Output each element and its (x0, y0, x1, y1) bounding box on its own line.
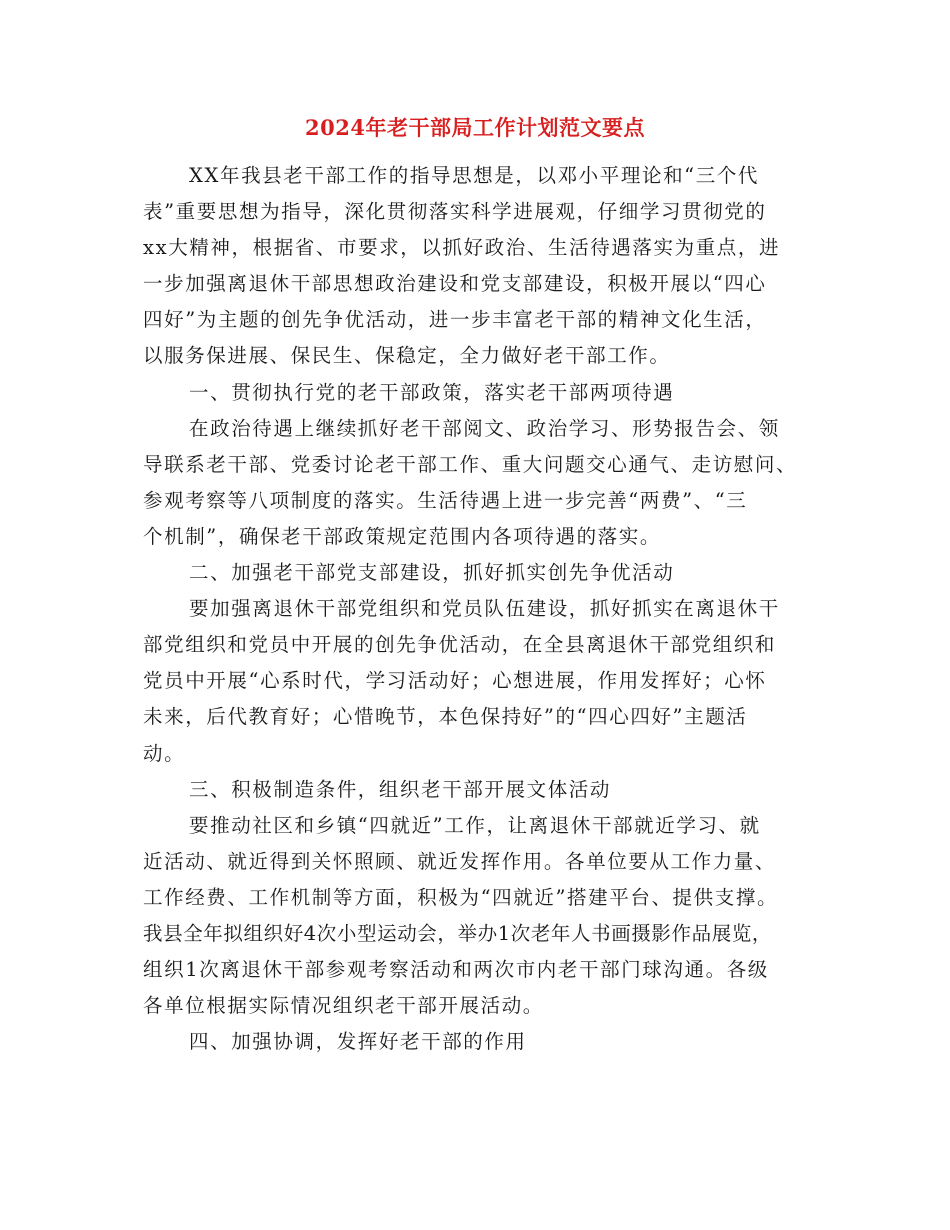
paragraph-line: 个机制”，确保老干部政策规定范围内各项待遇的落实。 (143, 524, 661, 548)
paragraph-line: 要加强离退休干部党组织和党员队伍建设，抓好抓实在离退休干 (189, 597, 780, 621)
paragraph-line: 一步加强离退休干部思想政治建设和党支部建设，积极开展以“四心 (143, 272, 767, 296)
paragraph-line: 导联系老干部、党委讨论老干部工作、重大问题交心通气、走访慰问、 (143, 452, 798, 476)
paragraph-line: XX年我县老干部工作的指导思想是，以邓小平理论和“三个代 (189, 164, 760, 187)
paragraph-line: 动。 (143, 741, 186, 765)
paragraph-line: 以服务保进展、保民生、保稳定，全力做好老干部工作。 (143, 344, 671, 368)
paragraph-line: 参观考察等八项制度的落实。生活待遇上进一步完善“两费”、“三 (143, 488, 748, 512)
paragraph-line: 党员中开展“心系时代，学习活动好；心想进展，作用发挥好；心怀 (143, 669, 767, 693)
section-heading-1: 一、贯彻执行党的老干部政策，落实老干部两项待遇 (189, 380, 675, 404)
paragraph-line: 各单位根据实际情况组织老干部开展活动。 (143, 994, 544, 1018)
paragraph-line: 要推动社区和乡镇“四就近”工作，让离退休干部就近学习、就 (189, 813, 761, 837)
section-heading-3: 三、积极制造条件，组织老干部开展文体活动 (189, 777, 612, 801)
paragraph-line: 部党组织和党员中开展的创先争优活动，在全县离退休干部党组织和 (143, 633, 777, 657)
paragraph-line: 四好”为主题的创先争优活动，进一步丰富老干部的精神文化生活， (143, 308, 767, 332)
paragraph-line: 表”重要思想为指导，深化贯彻落实科学进展观，仔细学习贯彻党的 (143, 200, 767, 224)
section-heading-4: 四、加强协调，发挥好老干部的作用 (189, 1030, 527, 1054)
section-heading-2: 二、加强老干部党支部建设，抓好抓实创先争优活动 (189, 561, 675, 585)
paragraph-line: 组织1次离退休干部参观考察活动和两次市内老干部门球沟通。各级 (143, 958, 769, 982)
document-body (143, 158, 823, 1060)
paragraph-line: 在政治待遇上继续抓好老干部阅文、政治学习、形势报告会、领 (189, 416, 780, 440)
paragraph-line: 我县全年拟组织好4次小型运动会，举办1次老年人书画摄影作品展览， (143, 921, 773, 945)
paragraph-line: 未来，后代教育好；心惜晚节，本色保持好”的“四心四好”主题活 (143, 705, 748, 729)
paragraph-line: xx大精神，根据省、市要求，以抓好政治、生活待遇落实为重点，进 (143, 236, 781, 260)
paragraph-line: 工作经费、工作机制等方面，积极为“四就近”搭建平台、提供支撑。 (143, 885, 779, 909)
document-title: 2024年老干部局工作计划范文要点 (305, 115, 645, 140)
paragraph-line: 近活动、就近得到关怀照顾、就近发挥作用。各单位要从工作力量、 (143, 849, 777, 873)
